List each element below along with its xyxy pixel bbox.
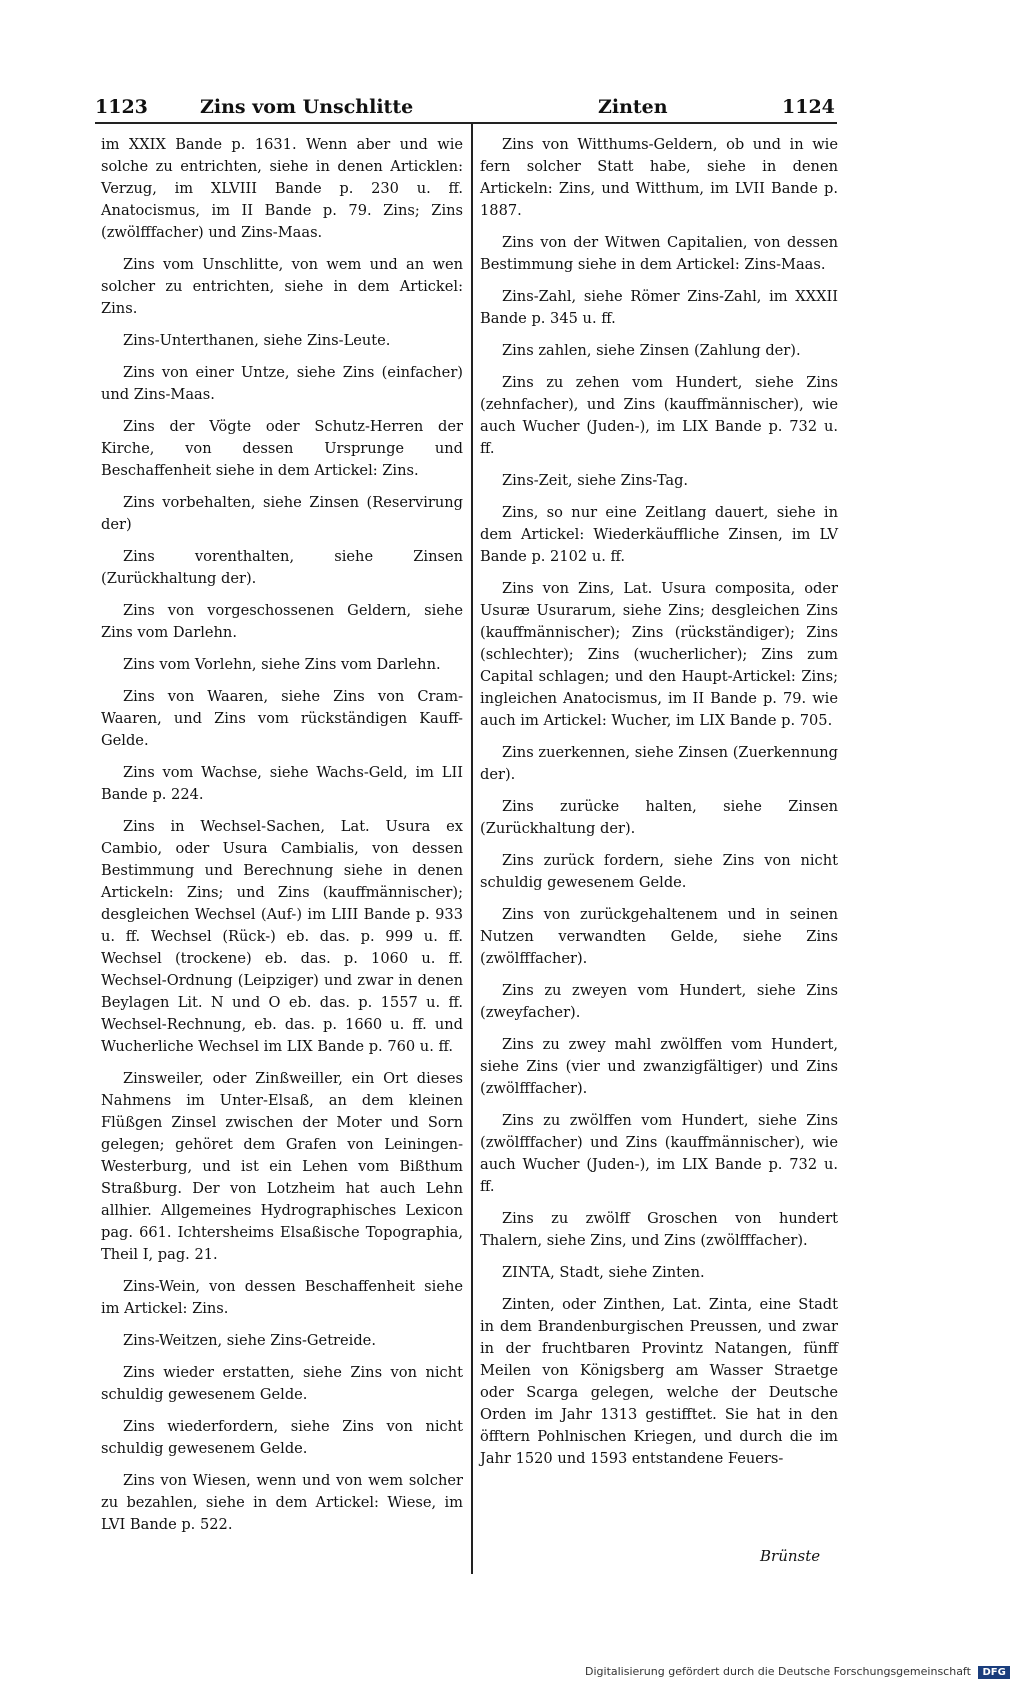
dictionary-entry: Zins vom Vorlehn, siehe Zins vom Darlehn. [123,656,441,673]
dictionary-entry: Zins zu zweyen vom Hundert, siehe Zins (zweyfacher). [480,982,838,1021]
dictionary-entry: Zins zurück fordern, siehe Zins von nicht schuldig gewesenem Gelde. [480,852,838,891]
dictionary-entry: Zins von Zins, Lat. Usura composita, oder Usuræ Usurarum, siehe Zins; desgleichen Zins (kauffmännischer); Zins (rückständiger); Zins (schlechter); Zins (wucherlicher); Zins zum Capital schlagen; und den Haupt-Artickel: Zins; ingleichen Anatocismus, im II Bande p. 79. wie auch im Artickel: Wucher, im LIX Bande p. 705. [480,580,838,729]
dictionary-entry: Zins wieder erstatten, siehe Zins von nicht schuldig gewesenem Gelde. [101,1364,463,1403]
dictionary-entry: Zins von der Witwen Capitalien, von dessen Bestimmung siehe in dem Artickel: Zins-Maas. [480,234,838,273]
dfg-logo: DFG [978,1666,1009,1679]
right-running-title: Zinten [598,96,668,118]
dictionary-entry: Zins von Witthums-Geldern, ob und in wie fern solcher Statt habe, siehe in denen Artickeln: Zins, und Witthum, im LVII Bande p. 1887. [480,136,838,219]
dictionary-entry: Zins in Wechsel-Sachen, Lat. Usura ex Cambio, oder Usura Cambialis, von dessen Bestimmung und Berechnung siehe in denen Artickeln: Zins; und Zins (kauffmännischer); desgleichen Wechsel (Auf-) im LIII Bande p. 933 u. ff. Wechsel (Rück-) eb. das. p. 999 u. ff. Wechsel (trockene) eb. das. p. 1060 u. ff. Wechsel-Ordnung (Leipziger) und zwar in denen Beylagen Lit. N und O eb. das. p. 1557 u. ff. Wechsel-Rechnung, eb. das. p. 1660 u. ff. und Wucherliche Wechsel im LIX Bande p. 760 u. ff. [101,818,463,1055]
left-column [101,134,463,1546]
dictionary-entry: Zins zuerkennen, siehe Zinsen (Zuerkennung der). [480,744,838,783]
dictionary-entry: Zins, so nur eine Zeitlang dauert, siehe in dem Artickel: Wiederkäuffliche Zinsen, im LV Bande p. 2102 u. ff. [480,504,838,565]
dictionary-entry: Zins vom Unschlitte, von wem und an wen solcher zu entrichten, siehe in dem Artickel: Zins. [101,256,463,317]
dictionary-entry: Zins zu zwölff Groschen von hundert Thalern, siehe Zins, und Zins (zwölfffacher). [480,1210,838,1249]
left-running-title: Zins vom Unschlitte [200,96,414,118]
dictionary-entry: Zins von einer Untze, siehe Zins (einfacher) und Zins-Maas. [101,364,463,403]
footer [585,1665,1010,1679]
dictionary-entry: Zins vorenthalten, siehe Zinsen (Zurückhaltung der). [101,548,463,587]
dictionary-entry: Zins wiederfordern, siehe Zins von nicht schuldig gewesenem Gelde. [101,1418,463,1457]
catchword: Brünste [760,1547,821,1565]
dictionary-entry: Zins-Weitzen, siehe Zins-Getreide. [123,1332,376,1349]
right-page-number: 1124 [782,96,835,118]
dictionary-entry: Zins vorbehalten, siehe Zinsen (Reservirung der) [101,494,463,533]
dictionary-entry: Zinsweiler, oder Zinßweiller, ein Ort dieses Nahmens im Unter-Elsaß, an dem kleinen Flüßgen Zinsel zwischen der Moter und Sorn gelegen; gehöret dem Grafen von Leiningen-Westerburg, und ist ein Lehen vom Bißthum Straßburg. Der von Lotzheim hat auch Lehn allhier. Allgemeines Hydrographisches Lexicon pag. 661. Ichtersheims Elsaßische Topographia, Theil I, pag. 21. [101,1070,463,1263]
dictionary-entry: ZINTA, Stadt, siehe Zinten. [502,1264,705,1281]
dictionary-entry: Zinten, oder Zinthen, Lat. Zinta, eine Stadt in dem Brandenburgischen Preussen, und zwar in der fruchtbaren Provintz Natangen, fünff Meilen von Königsberg am Wasser Straetge oder Scarga gelegen, welche der Deutsche Orden im Jahr 1313 gestifftet. Sie hat in den öfftern Pohlnischen Kriegen, und durch die im Jahr 1520 und 1593 entstandene Feuers- [480,1296,838,1467]
left-page-number: 1123 [95,96,148,118]
dictionary-entry: Zins zurücke halten, siehe Zinsen (Zurückhaltung der). [480,798,838,837]
dictionary-entry: Zins vom Wachse, siehe Wachs-Geld, im LII Bande p. 224. [101,764,463,803]
header-rule [95,122,837,124]
dictionary-entry: Zins-Wein, von dessen Beschaffenheit siehe im Artickel: Zins. [101,1278,463,1317]
dictionary-entry: Zins von Wiesen, wenn und von wem solcher zu bezahlen, siehe in dem Artickel: Wiese, im LVI Bande p. 522. [101,1472,463,1533]
right-column [480,134,838,1480]
dictionary-entry: Zins zu zwölffen vom Hundert, siehe Zins (zwölfffacher) und Zins (kauffmännischer), wie auch Wucher (Juden-), im LIX Bande p. 732 u. ff. [480,1112,838,1195]
dictionary-entry: Zins-Unterthanen, siehe Zins-Leute. [123,332,391,349]
footer-text: Digitalisierung gefördert durch die Deutsche Forschungsgemeinschaft [585,1665,971,1678]
dictionary-entry: Zins-Zeit, siehe Zins-Tag. [502,472,689,489]
dictionary-entry: Zins von vorgeschossenen Geldern, siehe Zins vom Darlehn. [101,602,463,641]
column-divider [471,124,473,1574]
dictionary-entry: Zins der Vögte oder Schutz-Herren der Kirche, von dessen Ursprunge und Beschaffenheit siehe in dem Artickel: Zins. [101,418,463,479]
dictionary-entry: Zins zahlen, siehe Zinsen (Zahlung der). [502,342,801,359]
dictionary-entry: Zins zu zehen vom Hundert, siehe Zins (zehnfacher), und Zins (kauffmännischer), wie auch Wucher (Juden-), im LIX Bande p. 732 u. ff. [480,374,838,457]
dictionary-entry: im XXIX Bande p. 1631. Wenn aber und wie solche zu entrichten, siehe in denen Articklen: Verzug, im XLVIII Bande p. 230 u. ff. Anatocismus, im II Bande p. 79. Zins; Zins (zwölfffacher) und Zins-Maas. [101,136,463,241]
dictionary-entry: Zins von zurückgehaltenem und in seinen Nutzen verwandten Gelde, siehe Zins (zwölfffacher). [480,906,838,967]
dictionary-entry: Zins-Zahl, siehe Römer Zins-Zahl, im XXXII Bande p. 345 u. ff. [480,288,838,327]
dictionary-entry: Zins von Waaren, siehe Zins von Cram-Waaren, und Zins vom rückständigen Kauff-Gelde. [101,688,463,749]
dictionary-entry: Zins zu zwey mahl zwölffen vom Hundert, siehe Zins (vier und zwanzigfältiger) und Zins (zwölfffacher). [480,1036,838,1097]
